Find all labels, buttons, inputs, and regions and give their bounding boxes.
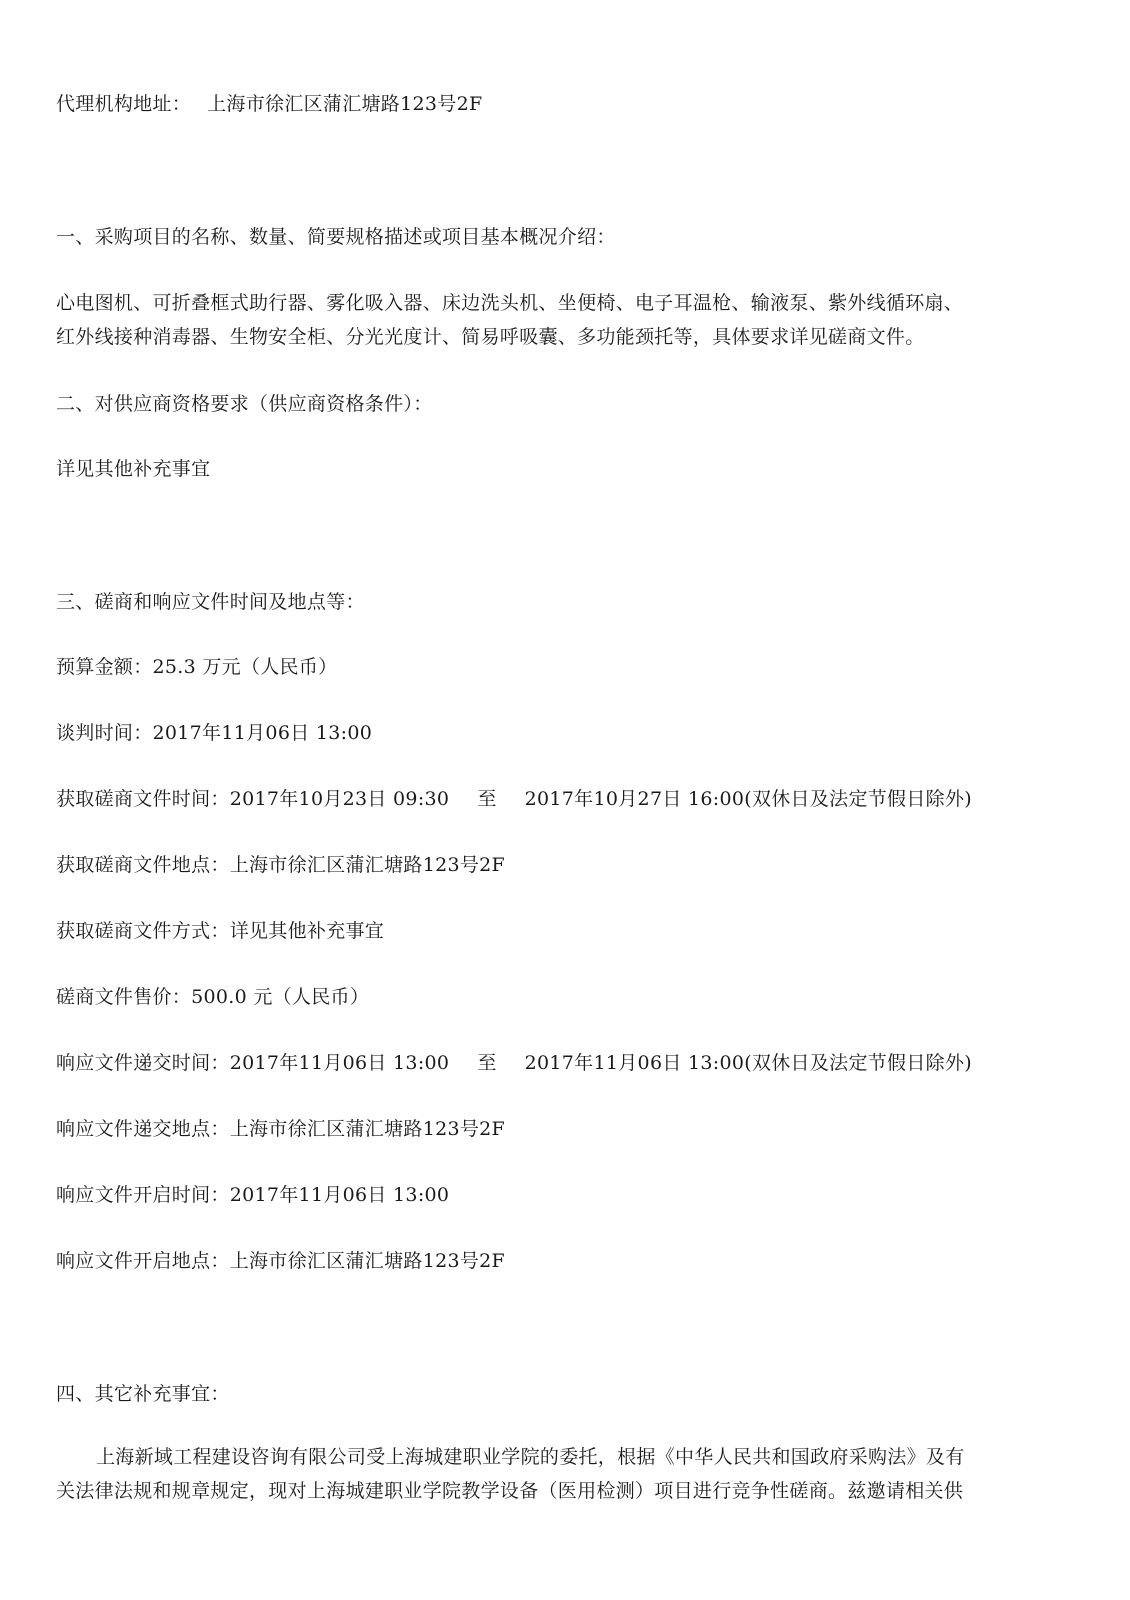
obtain-time-to: 至 bbox=[477, 788, 497, 810]
submit-time-line bbox=[56, 1051, 972, 1075]
section1-heading: 一、采购项目的名称、数量、简要规格描述或项目基本概况介绍： bbox=[56, 226, 616, 248]
agency-address-line bbox=[56, 92, 482, 116]
open-time-line: 响应文件开启时间：2017年11月06日 13:00 bbox=[56, 1184, 450, 1206]
section2-body: 详见其他补充事宜 bbox=[56, 458, 211, 480]
obtain-time-end: 2017年10月27日 16:00(双休日及法定节假日除外) bbox=[524, 788, 972, 810]
submit-time-end: 2017年11月06日 13:00(双休日及法定节假日除外) bbox=[524, 1052, 972, 1074]
obtain-time-start: 获取磋商文件时间：2017年10月23日 09:30 bbox=[56, 788, 450, 810]
submit-time-start: 响应文件递交时间：2017年11月06日 13:00 bbox=[56, 1052, 450, 1074]
negotiation-time-line: 谈判时间：2017年11月06日 13:00 bbox=[56, 722, 373, 744]
section1-body-line2: 红外线接种消毒器、生物安全柜、分光光度计、简易呼吸囊、多功能颈托等，具体要求详见磋商文件。 bbox=[56, 326, 925, 348]
obtain-method-line: 获取磋商文件方式：详见其他补充事宜 bbox=[56, 920, 385, 942]
obtain-time-line bbox=[56, 787, 972, 811]
section1-body-line1: 心电图机、可折叠框式助行器、雾化吸入器、床边洗头机、坐便椅、电子耳温枪、输液泵、紫外线循环扇、 bbox=[56, 292, 964, 314]
price-line: 磋商文件售价：500.0 元（人民币） bbox=[56, 986, 370, 1008]
agency-address-label: 代理机构地址： bbox=[56, 93, 192, 115]
open-place-line: 响应文件开启地点：上海市徐汇区蒲汇塘路123号2F bbox=[56, 1250, 506, 1272]
submit-time-to: 至 bbox=[477, 1052, 497, 1074]
agency-address-value: 上海市徐汇区蒲汇塘路123号2F bbox=[207, 93, 483, 115]
budget-line: 预算金额：25.3 万元（人民币） bbox=[56, 656, 338, 678]
section3-heading: 三、磋商和响应文件时间及地点等： bbox=[56, 591, 365, 613]
section4-body-line1: 上海新域工程建设咨询有限公司受上海城建职业学院的委托，根据《中华人民共和国政府采购法》及有 bbox=[96, 1446, 965, 1468]
section2-heading: 二、对供应商资格要求（供应商资格条件）： bbox=[56, 393, 433, 415]
section4-body-line2: 关法律法规和规章规定，现对上海城建职业学院教学设备（医用检测）项目进行竞争性磋商。兹邀请相关供 bbox=[56, 1480, 964, 1502]
submit-place-line: 响应文件递交地点：上海市徐汇区蒲汇塘路123号2F bbox=[56, 1118, 506, 1140]
obtain-place-line: 获取磋商文件地点：上海市徐汇区蒲汇塘路123号2F bbox=[56, 854, 506, 876]
section4-heading: 四、其它补充事宜： bbox=[56, 1383, 230, 1405]
